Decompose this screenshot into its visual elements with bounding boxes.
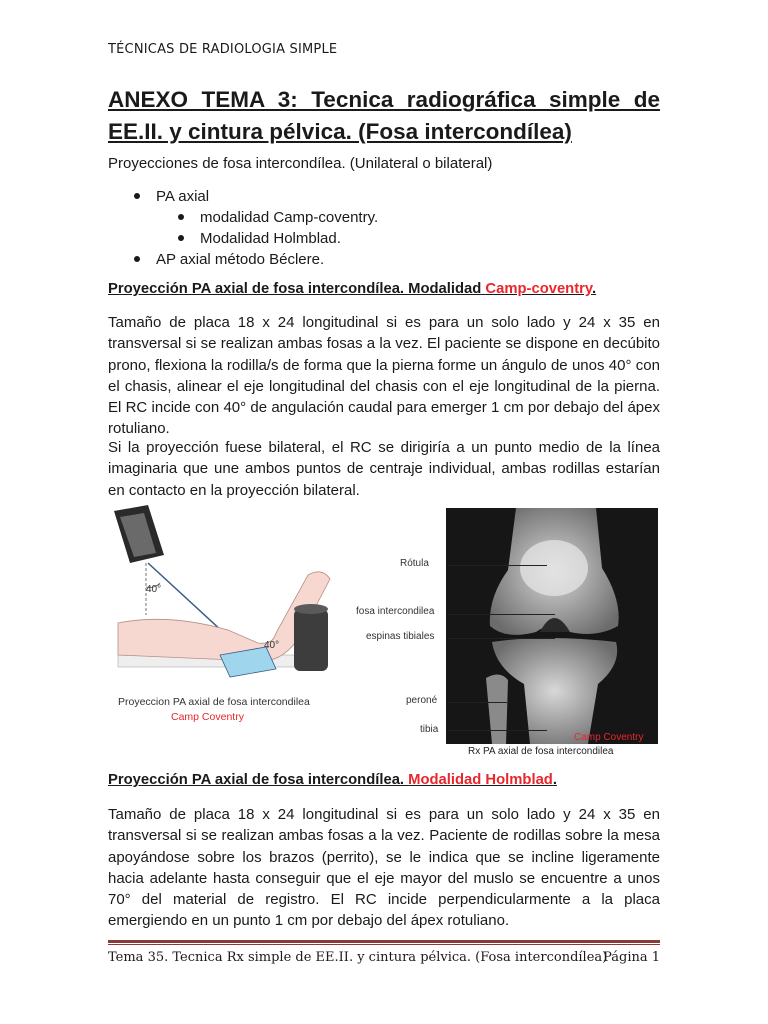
xray-method-tag: Camp Coventry <box>574 732 644 743</box>
projection-list <box>108 186 378 270</box>
paragraph-holmblad-1: Tamaño de placa 18 x 24 longitudinal si es para un solo lado y 24 x 35 en transversal si se realizan ambas fosas a la vez. Paciente de rodillas sobre la mesa apoyándose sobre los brazos (perrito), se le indica que se incline ligeramente hacia adelante hasta conseguir que el eje mayor del muslo se encuentre a unos 70° del material de registro. El RC incide perpendicularmente a la placa emergiendo en un punto 1 cm por debajo del ápex rotuliano. <box>108 806 660 930</box>
leader-line <box>447 614 555 615</box>
paragraph-camp-coventry-2: Si la proyección fuese bilateral, el RC se dirigiría a un punto medio de la línea imaginaria que une ambos puntos de centraje individual, ambas rodillas estarían en contacto en la proyección bilateral. <box>108 439 660 499</box>
list-item: PA axial <box>108 186 378 207</box>
footer-title: Tema 35. Tecnica Rx simple de EE.II. y cintura pélvica. (Fosa intercondílea) <box>108 950 608 965</box>
xray-image <box>446 508 658 744</box>
foot-support-top <box>294 604 328 614</box>
section-heading-camp-coventry: Proyección PA axial de fosa intercondílea. Modalidad Camp-coventry. <box>108 281 597 297</box>
label-tibia: tibia <box>420 724 439 735</box>
angle-label-bottom: 40° <box>264 640 280 651</box>
footer-rule <box>108 940 660 943</box>
paragraph-camp-coventry-1: Tamaño de placa 18 x 24 longitudinal si es para un solo lado y 24 x 35 en transversal si se realizan ambas fosas a la vez. El paciente se dispone en decúbito prono, flexiona la rodilla/s de forma que la pierna forme un ángulo de unos 40° con el chasis, alinear el eje longitudinal del chasis con el eje longitudinal de la pierna. El RC incide con 40° de angulación caudal para emerger 1 cm por debajo del ápex rotuliano. <box>108 314 660 438</box>
label-rotula: Rótula <box>400 558 429 569</box>
foot-support-block <box>294 609 328 671</box>
running-header: TÉCNICAS DE RADIOLOGIA SIMPLE <box>108 42 338 57</box>
leader-line <box>447 565 547 566</box>
list-item: Modalidad Holmblad. <box>108 228 378 249</box>
leader-line <box>447 638 555 639</box>
label-perone: peroné <box>406 695 438 706</box>
intro-text: Proyecciones de fosa intercondílea. (Unilateral o bilateral) <box>108 155 493 172</box>
list-item: modalidad Camp-coventry. <box>108 207 378 228</box>
section-heading-holmblad: Proyección PA axial de fosa intercondílea. Modalidad Holmblad. <box>108 772 557 788</box>
label-fosa-intercondilea: fosa intercondilea <box>356 606 435 617</box>
figure-left-caption-method: Camp Coventry <box>171 711 244 723</box>
bullet-icon <box>178 214 184 220</box>
figure-right-caption: Rx PA axial de fosa intercondilea <box>468 746 614 757</box>
list-item: AP axial método Béclere. <box>108 249 378 270</box>
footer-rule-thin <box>108 944 660 945</box>
leader-line <box>447 730 547 731</box>
page-number: Página 1 <box>603 950 660 965</box>
xray-drawing <box>446 508 658 744</box>
angle-label-top: 40° <box>146 584 162 595</box>
bullet-icon <box>134 193 140 199</box>
leader-line <box>447 702 507 703</box>
document-title: ANEXO TEMA 3: Tecnica radiográfica simple de EE.II. y cintura pélvica. (Fosa intercondílea) <box>108 87 660 144</box>
bullet-icon <box>134 256 140 262</box>
bullet-icon <box>178 235 184 241</box>
patella-shape <box>520 540 588 596</box>
label-espinas-tibiales: espinas tibiales <box>366 631 435 642</box>
figure-left-caption: Proyeccion PA axial de fosa intercondilea <box>118 696 310 708</box>
positioning-illustration <box>108 505 340 730</box>
xray-figure <box>348 508 660 760</box>
